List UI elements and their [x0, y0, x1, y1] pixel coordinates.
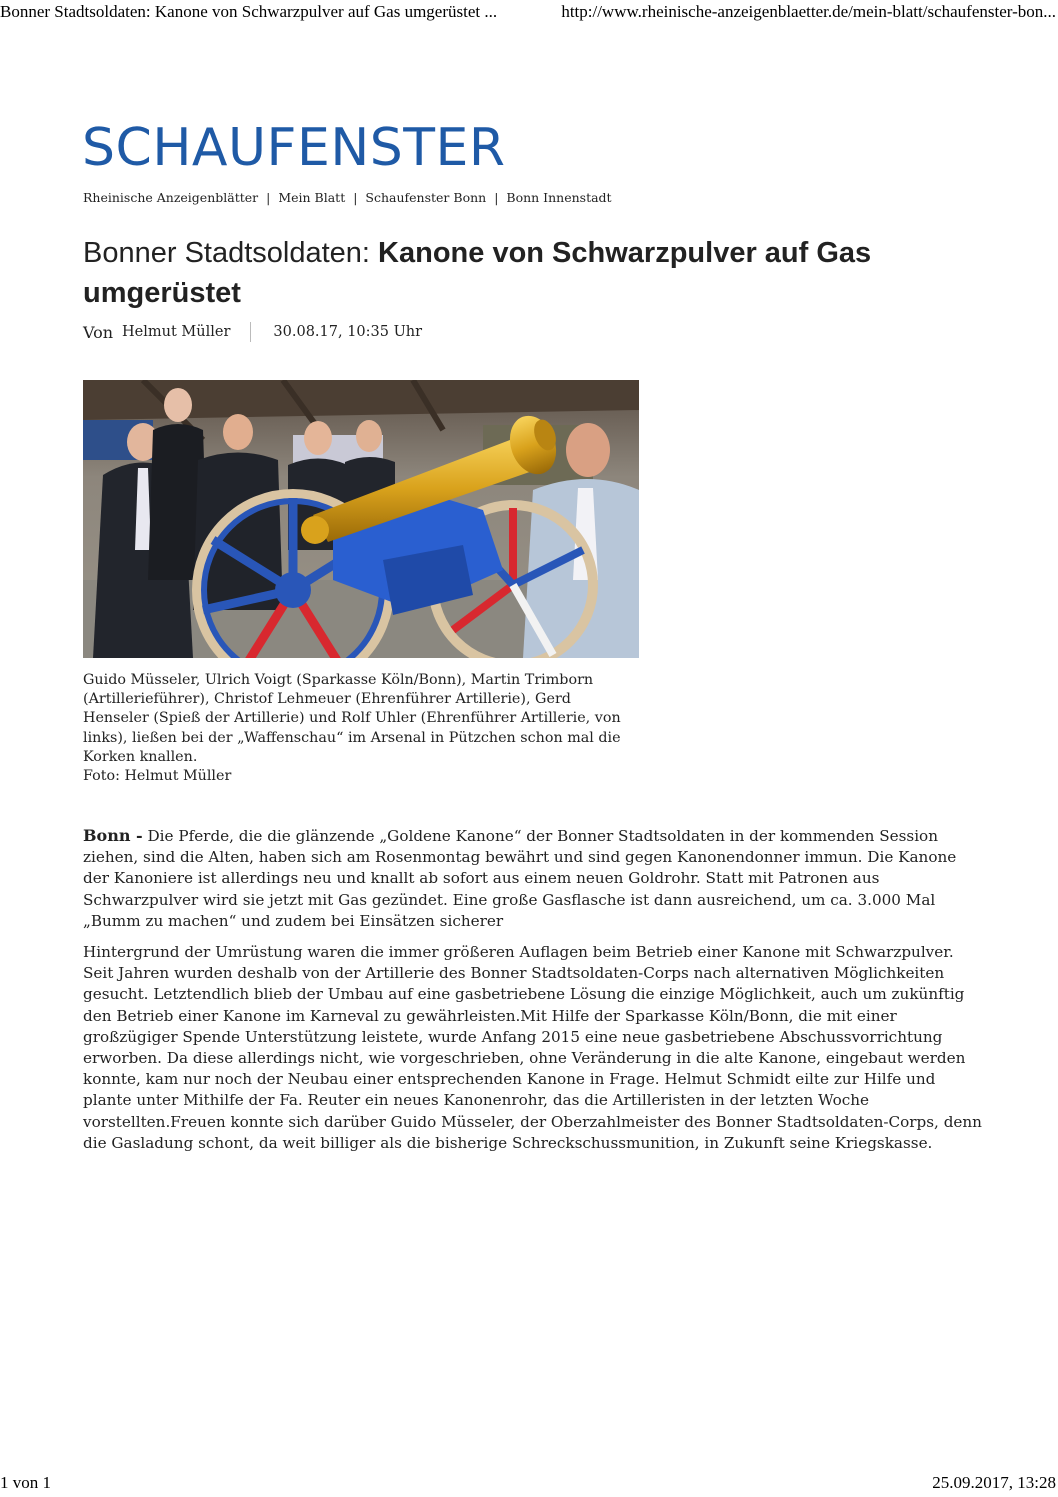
caption-line: (Artillerieführer), Christof Lehmeuer (Ehrenführer Artillerie), Gerd [83, 691, 571, 708]
byline-divider [250, 322, 251, 342]
article-paragraph: Hintergrund der Umrüstung waren die immer größeren Auflagen beim Betrieb einer Kanone mit Schwarzpulver. Seit Jahren wurden deshalb von der Artillerie des Bonner Stadtsoldaten-Corps nach alternativen Möglichkeiten gesucht. Letztendlich blieb der Umbau auf eine gasbetriebene Lösung die einzige Möglichkeit, auch um zukünftig den Betrieb einer Kanone im Karneval zu gewährleisten.Mit Hilfe der Sparkasse Köln/Bonn, die mit einer großzügiger Spende Unterstützung leistete, wurde Anfang 2015 eine neue gasbetriebene Abschussvorrichtung erworben. Da diese allerdings nicht, wie vorgeschrieben, ohne Veränderung in die alte Kanone, eingebaut werden konnte, kam nur noch der Neubau einer entsprechenden Kanone in Frage. Helmut Schmidt eilte zur Hilfe und plante unter Mithilfe der Fa. Reuter ein neues Kanonenrohr, das die Artilleristen in der letzten Woche vorstellten.Freuen konnte sich darüber Guido Müsseler, der Oberzahlmeister des Bonner Stadtsoldaten-Corps, denn die Gasladung schont, da weit billiger als die bisherige Schreckschussmunition, in Zukunft seine Kriegskasse. [83, 943, 982, 1152]
print-footer-timestamp: 25.09.2017, 13:28 [932, 1473, 1056, 1492]
caption-line: links), ließen bei der „Waffenschau“ im Arsenal in Pützchen schon mal die [83, 729, 621, 746]
article-title: Kanone von Schwarzpulver auf Gas umgerüstet [83, 237, 872, 309]
photo-credit: Foto: Helmut Müller [83, 768, 232, 785]
article-paragraph-text: Die Pferde, die die glänzende „Goldene Kanone“ der Bonner Stadtsoldaten in der kommenden Session ziehen, sind die Alten, haben sich am Rosenmontag bewährt und sind gegen Kanonendonner immun. Die Kanone der Kanoniere ist allerdings neu und knallt ab sofort aus einem neuen Goldrohr. Statt mit Patronen aus Schwarzpulver wird sie jetzt mit Gas gezündet. Eine große Gasflasche ist dann ausreichend, um ca. 3.000 Mal „Bumm zu machen“ und zudem bei Einsätzen sicherer [83, 827, 957, 930]
byline-author[interactable]: Helmut Müller [122, 324, 231, 340]
breadcrumb-separator: | [353, 190, 358, 205]
breadcrumb-item-mein-blatt[interactable]: Mein Blatt [278, 190, 346, 205]
article-kicker: Bonner Stadtsoldaten: [83, 237, 370, 269]
breadcrumb [83, 190, 612, 205]
breadcrumb-separator: | [266, 190, 271, 205]
breadcrumb-separator: | [494, 190, 499, 205]
article-paragraph [83, 825, 983, 932]
caption-line: Henseler (Spieß der Artillerie) und Rolf Uhler (Ehrenführer Artillerie, von [83, 710, 621, 727]
print-header [0, 2, 1058, 26]
cannon-photo-illustration [83, 380, 639, 658]
article-dateline: Bonn - [83, 826, 143, 845]
print-footer [0, 1473, 1058, 1495]
print-header-url: http://www.rheinische-anzeigenblaetter.de/mein-blatt/schaufenster-bon... [561, 2, 1056, 21]
article-byline [83, 322, 422, 342]
caption-line: Guido Müsseler, Ulrich Voigt (Sparkasse Köln/Bonn), Martin Trimborn [83, 672, 594, 688]
breadcrumb-item-schaufenster-bonn[interactable]: Schaufenster Bonn [365, 190, 487, 205]
article-headline [83, 233, 963, 313]
photo-caption [83, 671, 643, 786]
breadcrumb-item-bonn-innenstadt[interactable]: Bonn Innenstadt [506, 190, 612, 205]
print-footer-page: 1 von 1 [0, 1473, 51, 1492]
article-photo[interactable] [83, 380, 639, 658]
caption-line: Korken knallen. [83, 748, 198, 765]
print-header-title: Bonner Stadtsoldaten: Kanone von Schwarzpulver auf Gas umgerüstet ... [0, 2, 498, 21]
site-logo[interactable]: SCHAUFENSTER [82, 118, 506, 178]
byline-prefix: Von [83, 322, 114, 342]
breadcrumb-item-rheinische-anzeigenblaetter[interactable]: Rheinische Anzeigenblätter [83, 190, 259, 205]
byline-date: 30.08.17, 10:35 Uhr [273, 324, 423, 340]
article-body [83, 825, 983, 1164]
